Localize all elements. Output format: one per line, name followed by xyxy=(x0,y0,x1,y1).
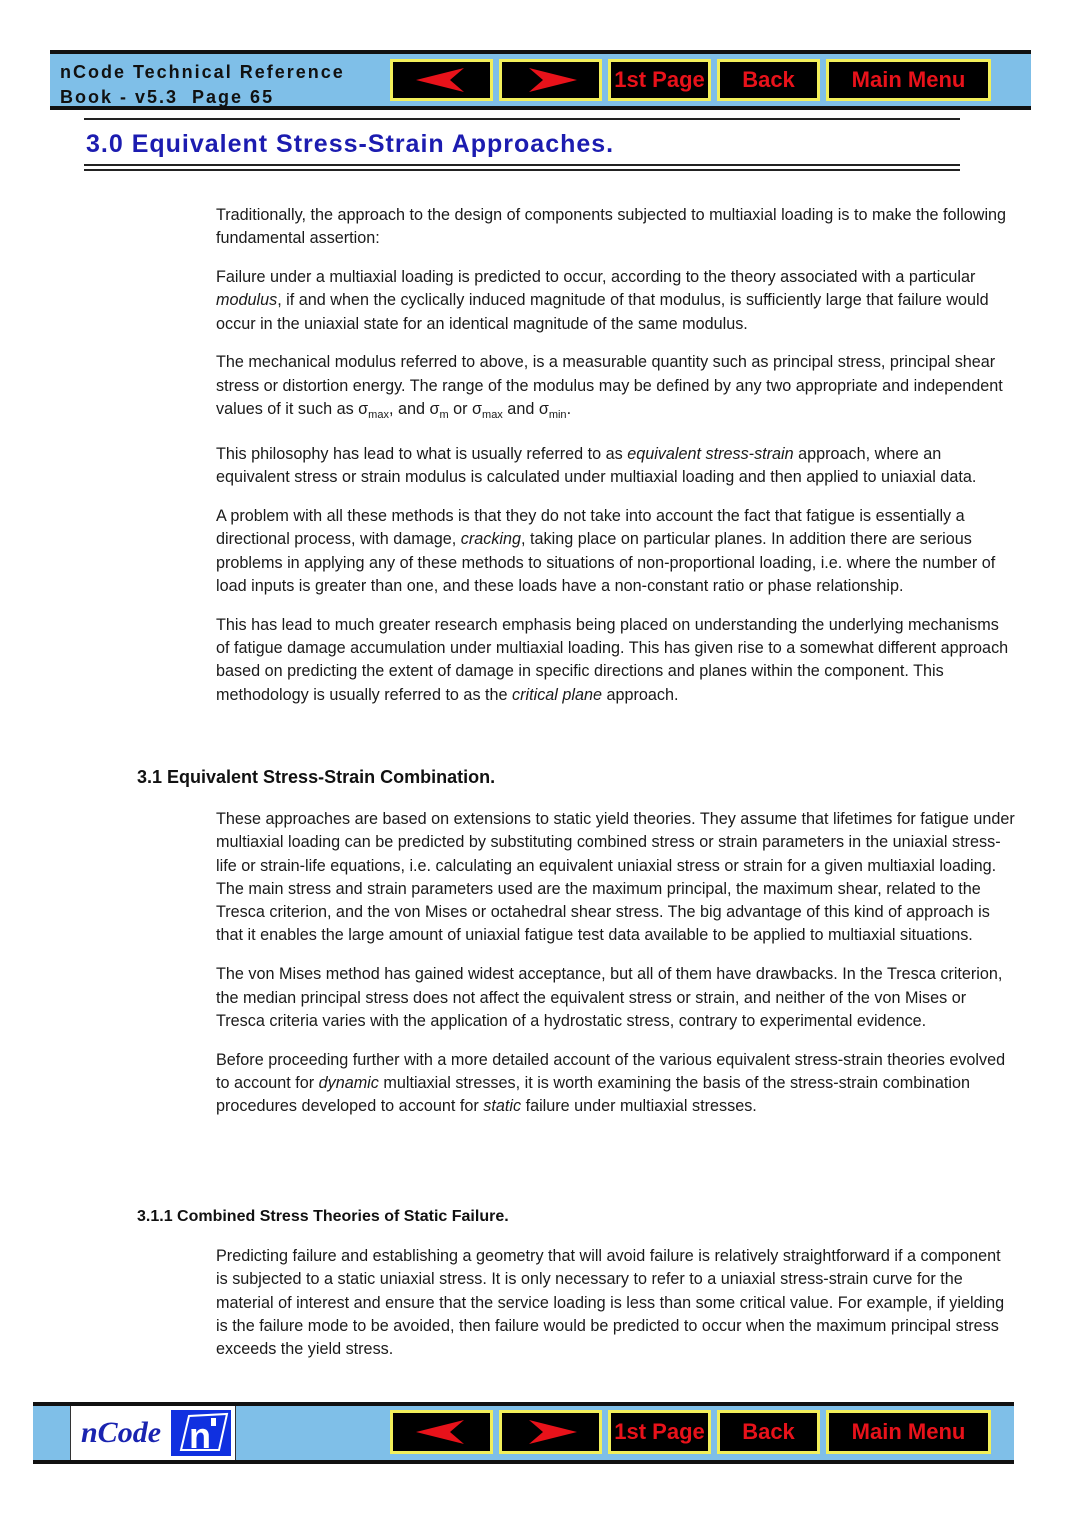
paragraph: Predicting failure and establishing a geometry that will avoid failure is relatively straightforward if a component is subjected to a static uniaxial stress. It is only necessary to refer to a uniaxial stress-strain curve for the material of interest and ensure that the service loading is less than some critical value. For example, if yielding is the failure mode to be avoided, then failure would be predicted to occur when the maximum principal stress exceeds the yield stress. xyxy=(216,1247,1005,1359)
next-page-button[interactable] xyxy=(499,59,602,101)
paragraph: The mechanical modulus referred to above, is a measurable quantity such as principal stress, principal shear stress or distortion energy. The range of the modulus may be defined by any two appropriate and independent values of it such as $\sigma_{max}$, and $\sigma_m$ or $\sigma_{max}$ and $\sigma_{min}$. xyxy=(216,353,1003,422)
paragraph: A problem with all these methods is that they do not take into account the fact that fatigue is essentially a directional process, with damage, cracking, taking place on particular planes. In addition there are serious problems in applying any of these methods to situations of non-proportional loading, i.e. where the number of load inputs is greater than one, and these loads have a non-constant ratio or phase relationship. xyxy=(216,506,996,595)
paragraph: This has lead to much greater research emphasis being placed on understanding the underlying mechanisms of fatigue damage accumulation under multiaxial loading. This has given rise to a somewhat different approach based on predicting the extent of damage in specific directions and planes within the component. This methodology is usually referred to as the critical plane approach. xyxy=(216,615,1009,704)
paragraph: Traditionally, the approach to the design of components subjected to multiaxial loading is to make the following fundamental assertion: xyxy=(216,206,1007,248)
paragraph: This philosophy has lead to what is usually referred to as equivalent stress-strain approach, where an equivalent stress or strain modulus is calculated under multiaxial loading and then applied to uniaxial data. xyxy=(216,444,977,487)
heading-bottom-rule-1 xyxy=(84,164,960,166)
subsection-body xyxy=(216,808,1016,1134)
subsubsection-body xyxy=(216,1245,1016,1377)
book-title xyxy=(60,60,345,110)
paragraph: The von Mises method has gained widest acceptance, but all of them have drawbacks. In the Tresca criterion, the median principal stress does not affect the equivalent stress or strain, and neither of the von Mises or Tresca criteria varies with the application of a hydrostatic stress, contrary to experimental evidence. xyxy=(216,965,1003,1030)
left-arrow-icon xyxy=(416,68,468,92)
book-page-info: Book - v5.3 Page 65 xyxy=(60,87,275,107)
next-page-button[interactable] xyxy=(499,1410,602,1454)
section-title: 3.0 Equivalent Stress-Strain Approaches. xyxy=(86,130,615,158)
heading-bottom-rule-2 xyxy=(84,169,960,171)
main-menu-button[interactable]: Main Menu xyxy=(826,1410,991,1454)
logo-text: nCode xyxy=(81,1416,162,1449)
back-button[interactable]: Back xyxy=(717,1410,820,1454)
paragraph: These approaches are based on extensions to static yield theories. They assume that lifetimes for fatigue under multiaxial loading can be predicted by substituting combined stress or strain parameters in the uniaxial stress-life or strain-life equations, i.e. calculating an equivalent uniaxial stress or strain for a given multiaxial loading. The main stress and strain parameters used are the maximum principal, the maximum shear, related to the Tresca criterion, and the von Mises or octahedral shear stress. The big advantage of this kind of approach is that it enables the large amount of uniaxial fatigue test data available to be applied to multiaxial situations. xyxy=(216,810,1015,945)
right-arrow-icon xyxy=(525,68,577,92)
bottom-navigation-bar xyxy=(33,1402,1014,1464)
previous-page-button[interactable] xyxy=(390,1410,493,1454)
right-arrow-icon xyxy=(525,1420,577,1444)
ncode-logo-icon xyxy=(171,1410,231,1456)
heading-top-rule xyxy=(84,118,960,120)
subsection-title: 3.1 Equivalent Stress-Strain Combination. xyxy=(137,767,496,787)
subsubsection-title: 3.1.1 Combined Stress Theories of Static Failure. xyxy=(137,1208,509,1225)
previous-page-button[interactable] xyxy=(390,59,493,101)
svg-text:n: n xyxy=(189,1415,211,1456)
section-body xyxy=(216,204,1016,722)
back-button[interactable]: Back xyxy=(717,59,820,101)
main-menu-button[interactable]: Main Menu xyxy=(826,59,991,101)
paragraph: Before proceeding further with a more detailed account of the various equivalent stress-strain theories evolved to account for dynamic multiaxial stresses, it is worth examining the basis of the stress-strain combination procedures developed to account for static failure under multiaxial stresses. xyxy=(216,1050,1006,1116)
ncode-logo xyxy=(70,1406,236,1460)
left-arrow-icon xyxy=(416,1420,468,1444)
first-page-button[interactable]: 1st Page xyxy=(608,1410,711,1454)
paragraph: Failure under a multiaxial loading is predicted to occur, according to the theory associated with a particular modulus, if and when the cyclically induced magnitude of that modulus, is sufficiently large that failure would occur in the uniaxial state for an identical magnitude of the same modulus. xyxy=(216,268,989,333)
first-page-button[interactable]: 1st Page xyxy=(608,59,711,101)
top-navigation-bar xyxy=(50,50,1031,110)
book-title-line1: nCode Technical Reference xyxy=(60,62,345,82)
